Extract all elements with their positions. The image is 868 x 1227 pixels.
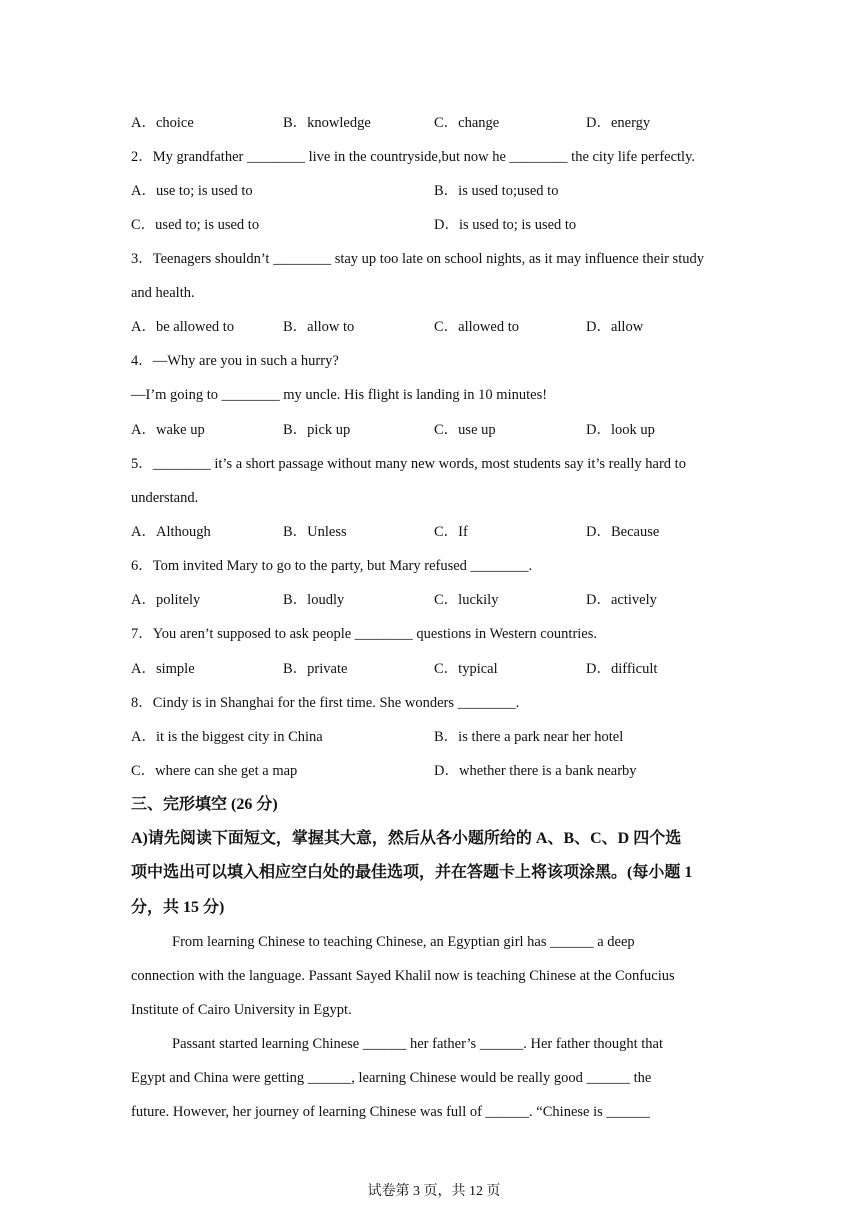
q4-stem-line2: —I’m going to ________ my uncle. His flight is landing in 10 minutes!	[131, 387, 548, 403]
q1-option-b: B．knowledge	[283, 115, 371, 131]
passage-p1-line1: From learning Chinese to teaching Chinese, an Egyptian girl has ______ a deep	[172, 934, 635, 950]
q6-option-d: D．actively	[586, 592, 657, 608]
q5-stem-line1: 5．________ it’s a short passage without many new words, most students say it’s really hard to	[131, 456, 686, 472]
q4-option-c: C．use up	[434, 422, 496, 438]
q2-option-c: C．used to; is used to	[131, 217, 260, 233]
q1-option-c: C．change	[434, 115, 500, 131]
q2-option-d: D．is used to; is used to	[434, 217, 577, 233]
q3-option-b: B．allow to	[283, 319, 355, 335]
q4-option-b: B．pick up	[283, 422, 351, 438]
q7-stem: 7．You aren’t supposed to ask people ________ questions in Western countries.	[131, 626, 598, 642]
passage-p1-line2: connection with the language. Passant Sayed Khalil now is teaching Chinese at the Confucius	[131, 968, 675, 984]
passage-p2-line1: Passant started learning Chinese ______ her father’s ______. Her father thought that	[172, 1036, 663, 1052]
section-instructions-line1: A)请先阅读下面短文，掌握其大意，然后从各小题所给的 A、B、C、D 四个选	[131, 830, 682, 847]
q5-option-a: A．Although	[131, 524, 211, 540]
q6-option-b: B．loudly	[283, 592, 345, 608]
q6-stem: 6．Tom invited Mary to go to the party, but Mary refused ________.	[131, 558, 533, 574]
q2-stem: 2．My grandfather ________ live in the countryside,but now he ________ the city life perfectly.	[131, 149, 696, 165]
page-footer: 试卷第 3 页，共 12 页	[367, 1184, 501, 1199]
q3-option-c: C．allowed to	[434, 319, 519, 335]
q5-option-c: C．If	[434, 524, 468, 540]
q2-option-b: B．is used to;used to	[434, 183, 559, 199]
q3-stem-line2: and health.	[131, 285, 195, 301]
q4-stem-line1: 4．—Why are you in such a hurry?	[131, 353, 339, 369]
section-instructions-line3: 分，共 15 分)	[131, 899, 225, 916]
q7-option-d: D．difficult	[586, 661, 658, 677]
passage-p2-line2: Egypt and China were getting ______, learning Chinese would be really good ______ the	[131, 1070, 652, 1086]
q5-option-b: B．Unless	[283, 524, 347, 540]
section-title: 三、完形填空 (26 分)	[131, 796, 278, 813]
q8-option-a: A．it is the biggest city in China	[131, 729, 323, 745]
q4-option-d: D．look up	[586, 422, 655, 438]
q3-stem-line1: 3．Teenagers shouldn’t ________ stay up too late on school nights, as it may influence their study	[131, 251, 704, 267]
q5-option-d: D．Because	[586, 524, 660, 540]
section-instructions-line2: 项中选出可以填入相应空白处的最佳选项，并在答题卡上将该项涂黑。(每小题 1	[131, 864, 693, 881]
q1-option-a: A．choice	[131, 115, 194, 131]
q2-option-a: A．use to; is used to	[131, 183, 253, 199]
q4-option-a: A．wake up	[131, 422, 205, 438]
q3-option-d: D．allow	[586, 319, 644, 335]
q5-stem-line2: understand.	[131, 490, 199, 506]
q8-option-d: D．whether there is a bank nearby	[434, 763, 637, 779]
q8-option-c: C．where can she get a map	[131, 763, 298, 779]
q6-option-c: C．luckily	[434, 592, 499, 608]
q7-option-a: A．simple	[131, 661, 195, 677]
q1-option-d: D．energy	[586, 115, 651, 131]
q6-option-a: A．politely	[131, 592, 201, 608]
q7-option-c: C．typical	[434, 661, 498, 677]
passage-p2-line3: future. However, her journey of learning Chinese was full of ______. “Chinese is ______	[131, 1104, 650, 1120]
q8-stem: 8．Cindy is in Shanghai for the first time. She wonders ________.	[131, 695, 520, 711]
q7-option-b: B．private	[283, 661, 348, 677]
q8-option-b: B．is there a park near her hotel	[434, 729, 624, 745]
passage-p1-line3: Institute of Cairo University in Egypt.	[131, 1002, 352, 1018]
q3-option-a: A．be allowed to	[131, 319, 235, 335]
